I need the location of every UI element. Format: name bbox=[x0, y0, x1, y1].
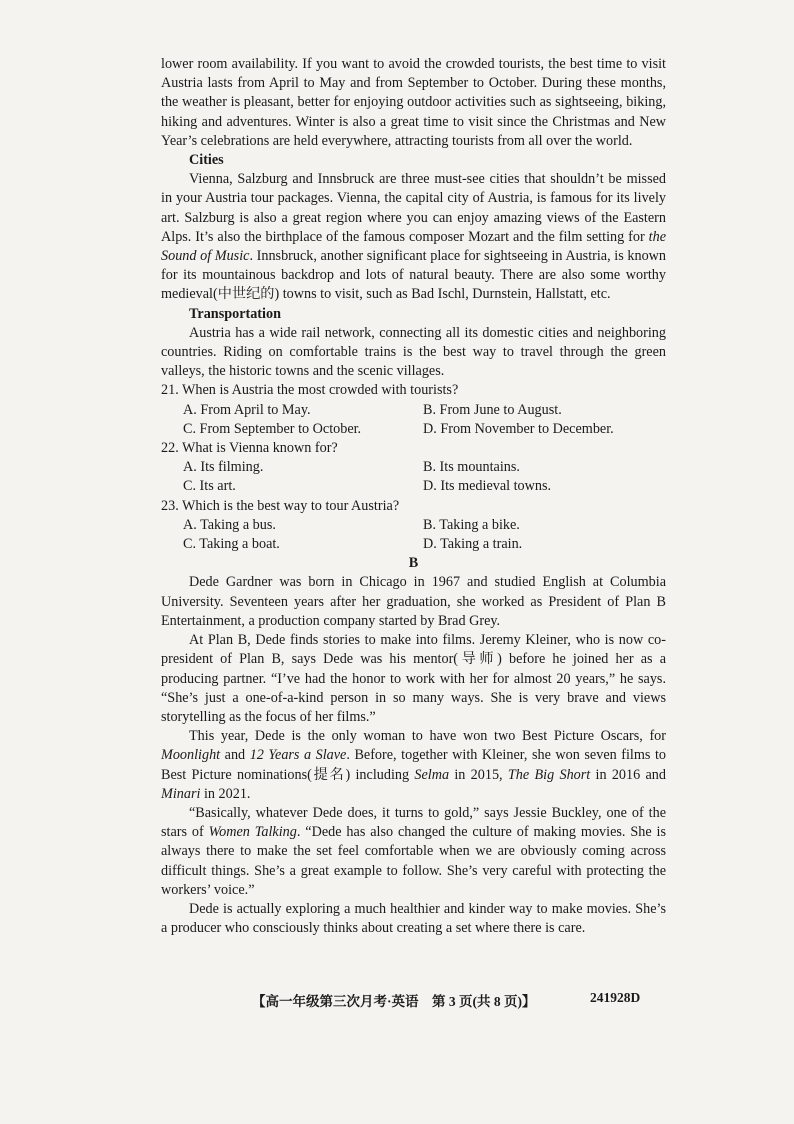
heading-cities: Cities bbox=[189, 152, 224, 169]
buckley-text-2: . “Dede has also changed the culture of making movies. She is always there to make the set feel comfortable when we are obviously coming across difficult things. She’s a great example to follow. She’s very careful with protecting the workers’ voice.” bbox=[161, 824, 666, 898]
question-22-option-b[interactable]: B. Its mountains. bbox=[423, 459, 520, 476]
question-22-option-a[interactable]: A. Its filming. bbox=[183, 459, 264, 476]
question-21-option-c[interactable]: C. From September to October. bbox=[183, 420, 362, 437]
question-23-options-cd bbox=[161, 535, 666, 554]
question-23-stem: 23. Which is the best way to tour Austria? bbox=[161, 497, 400, 514]
oscars-text-4: in 2015, bbox=[449, 766, 508, 783]
paragraph-dede-bio: Dede Gardner was born in Chicago in 1967 and studied English at Columbia University. Seventeen years after her graduation, she worked as President of Plan B Entertainment, a production company started by Brad Grey. bbox=[161, 574, 666, 629]
question-21-option-b[interactable]: B. From June to August. bbox=[423, 401, 562, 418]
paragraph-oscars bbox=[161, 727, 666, 804]
question-23-option-d[interactable]: D. Taking a train. bbox=[423, 536, 523, 553]
paragraph-cities bbox=[161, 170, 666, 304]
footer-exam-title: 【高一年级第三次月考·英语 第 3 页(共 8 页)】 bbox=[252, 994, 536, 1009]
oscars-text-3: . Before, together with Kleiner, she won seven films to Best Picture nominations(提名) including bbox=[161, 747, 666, 783]
question-21-option-a[interactable]: A. From April to May. bbox=[183, 401, 311, 418]
film-title-sound-of-music: the Sound of Music bbox=[161, 228, 666, 265]
oscars-text-1: This year, Dede is the only woman to have won two Best Picture Oscars, for bbox=[189, 728, 666, 745]
buckley-text-1: “Basically, whatever Dede does, it turns to gold,” says Jessie Buckley, one of the stars of bbox=[161, 804, 666, 841]
film-moonlight: Moonlight bbox=[161, 747, 221, 764]
film-minari: Minari bbox=[161, 785, 201, 802]
question-23-options-ab bbox=[161, 516, 666, 535]
heading-transportation: Transportation bbox=[189, 305, 281, 322]
paragraph-transportation: Austria has a wide rail network, connecting all its domestic cities and neighboring countries. Riding on comfortable trains is the best way to travel through the green valleys, the historic towns and the scenic villages. bbox=[161, 324, 666, 380]
film-12-years-a-slave: 12 Years a Slave bbox=[249, 747, 347, 764]
question-21-options-cd bbox=[161, 420, 666, 439]
question-21-options-ab bbox=[161, 401, 666, 420]
paragraph-cities-part1: Vienna, Salzburg and Innsbruck are three must-see cities that shouldn’t be missed in your Austria tour packages. Vienna, the capital city of Austria, is famous for its lively art. Salzburg is also a great region where you can enjoy amazing views of the Eastern Alps. It’s also the birthplace of the famous composer Mozart and the film setting for bbox=[161, 171, 666, 245]
question-22-options-cd bbox=[161, 477, 666, 496]
question-23-option-b[interactable]: B. Taking a bike. bbox=[423, 516, 520, 533]
film-women-talking: Women Talking bbox=[208, 824, 297, 841]
oscars-text-5: in 2016 and bbox=[590, 766, 666, 783]
paragraph-healthier-way: Dede is actually exploring a much healthier and kinder way to make movies. She’s a producer who consciously thinks about creating a set where there is care. bbox=[161, 900, 666, 937]
paragraph-best-time: lower room availability. If you want to avoid the crowded tourists, the best time to visit Austria lasts from April to May and from September to October. During these months, the weather is pleasant, better for enjoying outdoor activities such as sightseeing, biking, hiking and adventures. Winter is also a great time to visit since the Christmas and New Year’s celebrations are held everywhere, attracting tourists from all over the world. bbox=[161, 56, 666, 149]
question-23-option-c[interactable]: C. Taking a boat. bbox=[183, 536, 280, 553]
film-selma: Selma bbox=[414, 766, 450, 783]
paragraph-plan-b: At Plan B, Dede finds stories to make into films. Jeremy Kleiner, who is now co-president of Plan B, says Dede was his mentor(导师) before he joined her as a producing partner. “I’ve had the honor to work with her for almost 20 years,” he says. “She’s just a one-of-a-kind person in so many ways. She is very brave and views storytelling as the focus of her films.” bbox=[161, 632, 666, 725]
paragraph-cities-part2: . Innsbruck, another significant place for sightseeing in Austria, is known for its mountainous backdrop and lots of natural beauty. There are also some worthy medieval(中世纪的) towns to visit, such as Bad Ischl, Durnstein, Hallstatt, etc. bbox=[161, 248, 666, 303]
question-21-option-d[interactable]: D. From November to December. bbox=[423, 420, 614, 437]
section-b-label: B bbox=[408, 555, 419, 572]
question-22-stem: 22. What is Vienna known for? bbox=[161, 440, 338, 457]
question-22-option-c[interactable]: C. Its art. bbox=[183, 478, 236, 495]
film-the-big-short: The Big Short bbox=[507, 766, 591, 783]
oscars-text-2: and bbox=[220, 747, 250, 764]
footer-code: 241928D bbox=[590, 990, 641, 1005]
question-23-option-a[interactable]: A. Taking a bus. bbox=[183, 516, 276, 533]
page-content bbox=[161, 55, 666, 938]
question-22-options-ab bbox=[161, 458, 666, 477]
question-22-option-d[interactable]: D. Its medieval towns. bbox=[423, 478, 552, 495]
oscars-text-6: in 2021. bbox=[200, 785, 251, 802]
paragraph-jessie-buckley bbox=[161, 804, 666, 900]
question-21-stem: 21. When is Austria the most crowded with tourists? bbox=[161, 382, 459, 399]
